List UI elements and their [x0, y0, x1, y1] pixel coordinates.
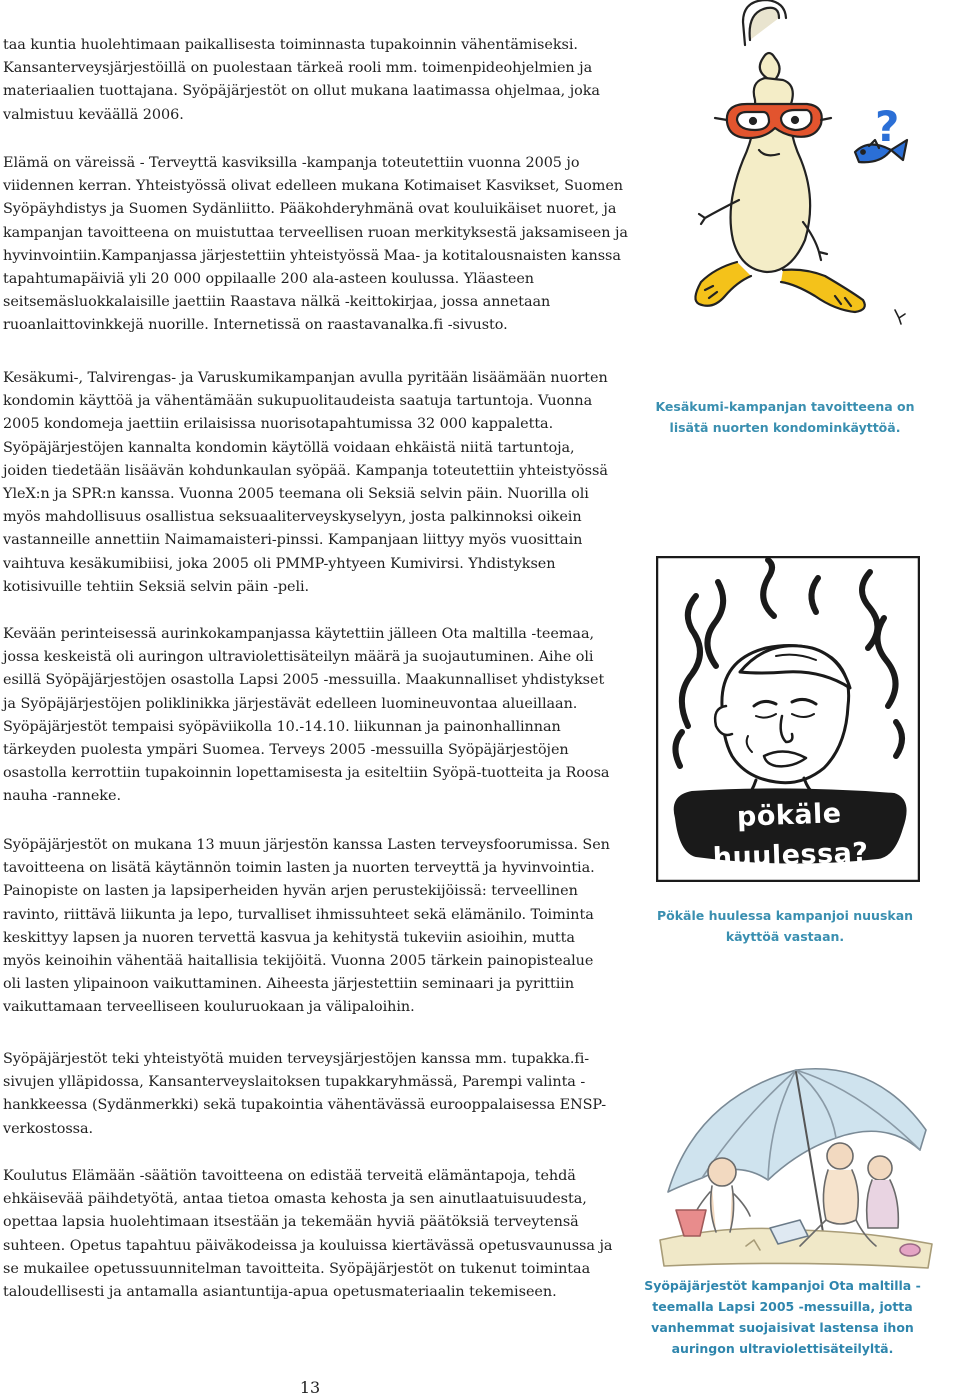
caption-kesakumi: Kesäkumi-kampanjan tavoitteena on lisätä nuorten kondominkäyttöä. — [655, 399, 915, 435]
paragraph-tobacco-program: taa kuntia huolehtimaan paikallisesta toiminnasta tupakoinnin vähentämiseksi. Kansanterveysjärjestöillä on puolestaan tärkeä rooli mm. toimenpideohjelmien ja materiaalien tuottajana. Syöpäjärjestöt on ollut mukana laatimassa ohjelmaa, joka valmistuu keväällä 2006. — [3, 37, 600, 123]
pokale-banner-text: pökäle huulessa? — [712, 798, 870, 874]
question-mark-label: ? — [875, 102, 900, 151]
page-number: 13 — [299, 1378, 321, 1397]
paragraph-child-health-forum: Syöpäjärjestöt on mukana 13 muun järjestön kanssa Lasten terveysfoorumissa. Sen tavoitteena on lisätä käytännön toimin lasten ja nuorten terveyttä ja hyvinvointia. Painopiste on lasten ja lapsiperheiden hyvän arjen perustekijöissä: terveellinen ravinto, riittävä liikunta ja lepo, turvalliset ihmissuhteet sekä elämänilo. Toiminta keskittyy lapsen ja nuoren tervettä kasvua ja kehitystä tukeviin asioihin, mutta myös keinoihin vähentää haitallisia tekijöitä. Vuonna 2005 tärkein painopistealue oli lasten ylipainoon vaikuttaminen. Aiheesta järjestettiin seminaari ja pyrittiin vaikuttamaan terveelliseen kouluruokaan ja välipaloihin. — [3, 837, 610, 1016]
caption-ota-maltilla: Syöpäjärjestöt kampanjoi Ota maltilla -teemalla Lapsi 2005 -messuilla, jotta vanhemmat suojaisivat lastensa ihon auringon ultraviolettisäteilyltä. — [644, 1278, 921, 1356]
paragraph-koulutus-elamaan: Koulutus Elämään -säätiön tavoitteena on edistää terveitä elämäntapoja, tehdä ehkäisevää päihdetyötä, antaa tietoa omasta kehosta ja sen ainutlaatuisuudesta, opettaa lapsia huolehtimaan itsestään ja tekemään hyviä päätöksiä terveytensä suhteen. Opetus tapahtuu päiväkodeissa ja kouluissa kiertävässä opetusvaunussa ja se mukailee opetussuunnitelman tavoitteita. Syöpäjärjestöt on tukenut toimintaa taloudellisesti ja antamalla asiantuntija-apua opetusmateriaalin tekemiseen. — [3, 1168, 613, 1301]
pokale-huulessa-illustration — [656, 556, 920, 882]
paragraph-condom-campaign: Kesäkumi-, Talvirengas- ja Varuskumikampanjan avulla pyritään lisäämään nuorten kondomin käyttöä ja vähentämään sukupuolitaudeista saatuja tartuntoja. Vuonna 2005 kondomeja jaettiin erilaisissa nuorisotapahtumissa 32 000 kappaletta. Syöpäjärjestöjen kannalta kondomin käytöllä voidaan ehkäistä niitä tartuntoja, joiden tiedetään lisäävän kohdunkaulan syöpää. Kampanja toteutettiin yhteistyössä YleX:n ja SPR:n kanssa. Vuonna 2005 teemana oli Seksiä selvin päin. Nuorilla oli myös mahdollisuus osallistua seksuaaliterveyskyselyyn, josta palkinnoksi oikein vastanneille annettiin Naimamaisteri-pinssi. Kampanjaan liittyy myös vuosittain vaihtuva kesäkumibiisi, joka 2005 oli PMMP-yhtyeen Kumivirsi. Yhdistyksen kotisivuille tehtiin Seksiä selvin päin -peli. — [3, 370, 608, 595]
paragraph-health-org-cooperation: Syöpäjärjestöt teki yhteistyötä muiden terveysjärjestöjen kanssa mm. tupakka.fi-sivujen ylläpidossa, Kansanterveyslaitoksen tupakkaryhmässä, Parempi valinta -hankkeessa (Sydänmerkki) sekä tupakointia vähentävässä eurooppalaisessa ENSP-verkostossa. — [3, 1051, 607, 1137]
paragraph-vegetable-campaign: Elämä on väreissä - Terveyttä kasviksilla -kampanja toteutettiin vuonna 2005 jo viidennen kerran. Yhteistyössä olivat edelleen mukana Kotimaiset Kasvikset, Suomen Syöpäyhdistys ja Suomen Sydänliitto. Pääkohderyhmänä ovat kouluikäiset nuoret, ja kampanjan tavoitteena on muistuttaa terveellisen ruoan merkityksestä jaksamiseen ja hyvinvointiin.Kampanjassa järjestettiin yhteistyössä Maa- ja kotitalousnaisten kanssa tapahtumapäiviä yli 20 000 oppilaalle 200 ala-asteen koulussa. Yläasteen seitsemäsluokkalaisille jaettiin Raastava nälkä -keittokirjaa, jossa annetaan ruoanlaittovinkkejä nuorille. Internetissä on raastavanalka.fi -sivusto. — [3, 155, 628, 334]
caption-pokale: Pökäle huulessa kampanjoi nuuskan käyttöä vastaan. — [656, 908, 914, 944]
umbrella-children-illustration — [650, 1060, 940, 1270]
paragraph-sun-campaign: Kevään perinteisessä aurinkokampanjassa käytettiin jälleen Ota maltilla -teemaa, jossa keskeistä oli auringon ultraviolettisäteilyn määrä ja suojautuminen. Aihe oli esillä Syöpäjärjestöjen osastolla Lapsi 2005 -messuilla. Maakunnalliset yhdistykset ja Syöpäjärjestöjen poliklinikka järjestävät edelleen luomineuvontaa alueillaan. Syöpäjärjestöt tempaisi syöpäviikolla 10.-14.10. liikunnan ja painonhallinnan tärkeyden puolesta ympäri Suomea. Terveys 2005 -messuilla Syöpäjärjestöjen osastolla kerrottiin tupakoinnin lopettamisesta ja esiteltiin Syöpä-tuotteita ja Roosa nauha -ranneke. — [3, 626, 610, 805]
snorkel-character-illustration — [655, 0, 925, 345]
